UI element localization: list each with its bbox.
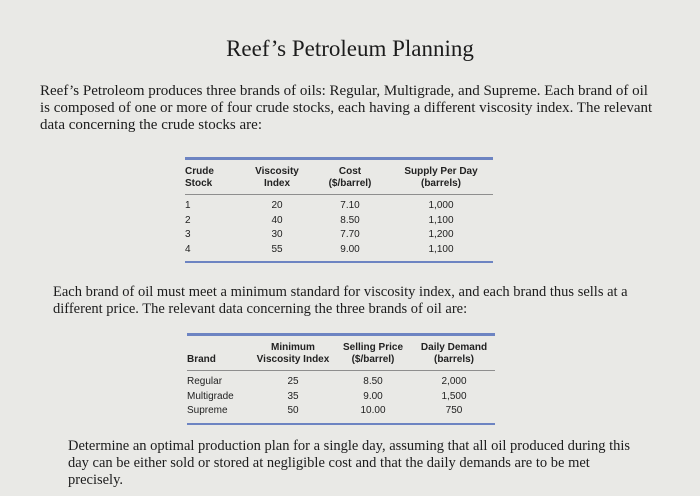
table-row <box>185 195 493 214</box>
col-header-selling-price: Selling Price ($/barrel) <box>342 342 404 365</box>
cell-crude-stock: 1 <box>185 195 243 214</box>
table-row <box>185 214 493 229</box>
col-header-crude-stock: Crude Stock <box>185 166 214 189</box>
cell-crude-stock: 2 <box>185 214 191 226</box>
cell-cost: 9.00 <box>311 243 389 263</box>
cell-crude-stock: 4 <box>185 243 243 263</box>
cell-crude-stock: 3 <box>185 229 191 240</box>
cell-selling-price: 10.00 <box>333 404 413 424</box>
table-header-row <box>185 159 493 195</box>
cell-cost: 7.10 <box>311 195 389 214</box>
brand-table <box>187 333 495 425</box>
cell-brand: Supreme <box>187 404 253 424</box>
closing-paragraph: Determine an optimal production plan for a single day, assuming that all oil produced during this day can be either sold or stored at negligible cost and that the daily demands are to be met precisely. <box>68 438 631 488</box>
cell-supply: 1,100 <box>428 214 454 226</box>
cell-daily-demand: 2,000 <box>413 371 495 390</box>
cell-supply: 1,200 <box>428 229 454 240</box>
table-row <box>187 390 495 405</box>
cell-min-viscosity: 35 <box>287 390 299 402</box>
col-header-daily-demand: Daily Demand (barrels) <box>420 342 488 365</box>
table-row <box>187 371 495 390</box>
middle-paragraph: Each brand of oil must meet a minimum standard for viscosity index, and each brand thus sells at a different price. The relevant data concerning the three brands of oil are: <box>53 284 628 317</box>
cell-viscosity-index: 40 <box>271 214 283 226</box>
cell-supply: 1,000 <box>389 195 493 214</box>
crude-stock-table <box>185 157 493 263</box>
cell-viscosity-index: 55 <box>243 243 311 263</box>
cell-selling-price: 8.50 <box>333 371 413 390</box>
cell-daily-demand: 1,500 <box>441 390 467 402</box>
table-row <box>185 228 493 243</box>
col-header-cost: Cost ($/barrel) <box>328 166 372 189</box>
table-header-row <box>187 335 495 371</box>
col-header-supply-per-day: Supply Per Day (barrels) <box>404 166 478 189</box>
cell-brand: Multigrade <box>187 390 234 402</box>
cell-daily-demand: 750 <box>413 404 495 424</box>
table-row <box>185 243 493 263</box>
col-header-brand: Brand <box>187 354 216 365</box>
col-header-min-viscosity: Minimum Viscosity Index <box>256 342 330 365</box>
cell-min-viscosity: 25 <box>253 371 333 390</box>
table-row <box>187 404 495 424</box>
cell-selling-price: 9.00 <box>363 390 383 402</box>
page-title: Reef’s Petroleum Planning <box>226 36 474 61</box>
cell-cost: 8.50 <box>340 214 360 226</box>
col-header-viscosity-index: Viscosity Index <box>255 166 299 189</box>
cell-viscosity-index: 20 <box>243 195 311 214</box>
intro-paragraph: Reef’s Petroleom produces three brands of oils: Regular, Multigrade, and Supreme. Each brand of oil is composed of one or more of four crude stocks, each having a different viscosity index. The relevant data concerning the crude stocks are: <box>40 83 653 133</box>
cell-supply: 1,100 <box>389 243 493 263</box>
cell-min-viscosity: 50 <box>253 404 333 424</box>
cell-viscosity-index: 30 <box>271 229 283 240</box>
cell-brand: Regular <box>187 371 253 390</box>
cell-cost: 7.70 <box>340 229 360 240</box>
